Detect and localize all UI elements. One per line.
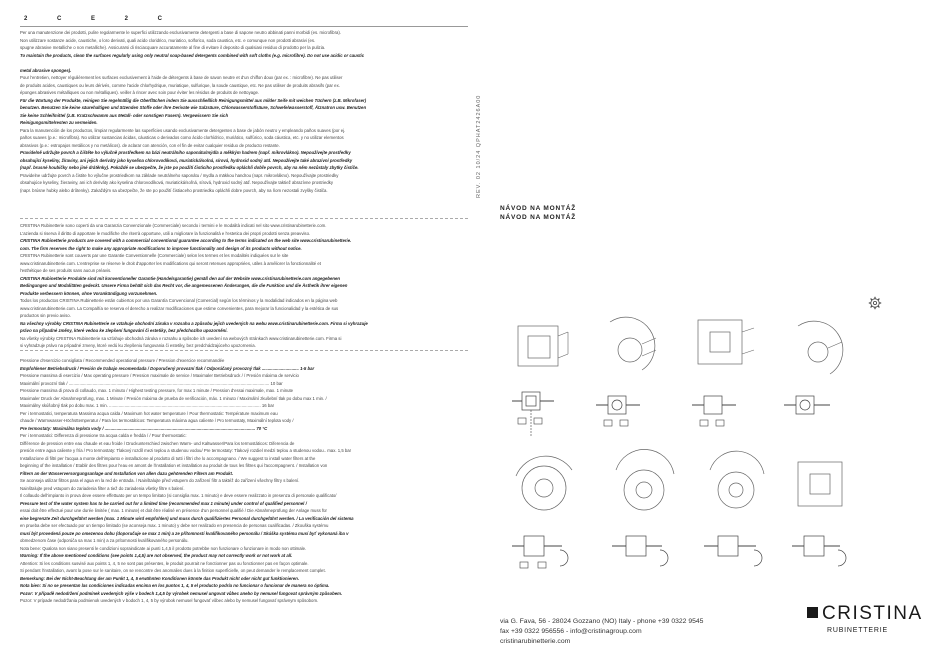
warranty-line: productos sin previo aviso.	[20, 313, 71, 318]
brand-name: CRISTINA	[822, 603, 923, 624]
specs-text	[20, 357, 468, 605]
cleaning-line: Für die Wartung der Produkte, reinigen Sie regelmäßig die Oberflächen indem Sie ausschließlich Reinigungsmittel aus milder Seife mit weichen Tüchern (z.B. Mikrofaser)	[20, 97, 367, 103]
mixer-diagram-square-2	[688, 312, 768, 452]
specs-line: Pressione massima di esercizio / Max operating pressure / Pression maximale de service / Maximaler Betriebsdruck / / Presión máxima de servicio	[20, 373, 299, 378]
specs-line: Filtern an der Wasserversorgungsanlage und Installation von allen dazu gehörenden Filtern am Produkt.	[20, 470, 234, 476]
specs-line: Per i termostatici: Differenza di pressione tra acqua calda e fredda / / Pour thermostatic:	[20, 433, 187, 438]
warranty-text	[20, 222, 468, 350]
specs-line: Warning: If the above mentioned conditions (see points 1,4,5) are not observed, the product may not correctly work or not work at all.	[20, 553, 293, 558]
cleaning-line: Pravidelně udržujte povrch a čištěte ho výlučně prostředkem na bázi neutrálního saponátu/mýdla a měkkým hadrem (např. mikrovlákno). Nepoužívejte prostředky	[20, 150, 351, 155]
specs-line: Attention: Si les conditions susvisé aux points 1, 4, 5 ne sont pas présentes, le produit pourrait ne fonctionner pas ou fonctionner pas en façon optimale.	[20, 560, 309, 566]
mixer-diagram-round-2	[780, 312, 860, 452]
mixer-diagram-square-3	[790, 446, 870, 596]
warranty-line: si vyhradzuje právo na prípadné zmeny, ktoré vedú ku zlepšeniu fungovania či estetiky, bez predchádzajúceho upozornenia.	[20, 343, 256, 348]
cleaning-line: metal abrasive sponges).	[20, 67, 72, 73]
cleaning-line: abrasivos (p.e.: estropajos metálicos y no metálicos). de aclarar con atención, con el fin de evitar cualquier residuo de producto restante.	[20, 142, 280, 148]
specs-line: Se aconseja utilizar filtros para el agua en la red de entrada. / Nainštalujte před vstupem do zařízení filtr a taktéž do zařízení všechny filtry s balení.	[20, 478, 300, 483]
cleaning-line: benutzen. Benutzen Sie keine säurehaltigen und ätzenden Stoffe oder ihre Derivate wie Salzsäure, Chlorwasserstoffsäure, Schwefelwasserstoff, Ätznatron usw. Benutzen	[20, 105, 367, 110]
warranty-line: com. The firm reserves the right to make any appropriate modifications to improve functionality and design of its products without notice.	[20, 245, 302, 251]
cleaning-line: Para la manutención de los productos, limpiar regularmente las superficies usando exclusivamente detergentes a base de jabón neutro y empleando paños suaves (por ej.	[20, 127, 346, 133]
cleaning-text	[20, 29, 468, 194]
cleaning-line: Sie keine Schleifmittel (z.B. Kratzschwamm aus Metall- oder sonstigen Fasern). Vergewissern Sie sich	[20, 112, 229, 118]
cleaning-line: spugne abrasive metalliche o non metalliche). Assicurarsi di risciacquare accuratamente al fine di evitare il deposito di qualsiasi residuo di prodotto per la pulizia.	[20, 45, 326, 50]
cleaning-line: Pravidelne udržujte povrch a čistite ho výlučne prostriedkom na základe neutrálneho saponátu / mydla a mäkkou handrou (napr. mikrovlákno). Nepoužívajte prostriedky	[20, 172, 339, 178]
specs-line: Nota bien: Si no se presentan las condiciones indicadas encima en los puntos 1, 4, 5 el producto podría no funcionar o funcionar de manera no óptima.	[20, 583, 330, 588]
specs-line: Installazione di filtri per l'acqua a monte dell'impianto e installazione al prodotto di tutti i filtri che lo accompagnano. / We suggest to install water filters at the	[20, 455, 316, 461]
revision-code: REV. 02 10/24 QPHAT2426A00	[476, 94, 482, 198]
specs-line: Différence de pression entre eau chaude et eau froide / Druckunterschied zwischen Warm- und Kaltwasser/Para los termostáticos: Diferencia de	[20, 440, 295, 446]
cleaning-line: obsahujúce kyseliny, žieraviny, ani ich deriváty ako kyselina chlorovodíková, muriatická/soľná, sírová, hydroxid sodný atď. Nepoužívajte taktiež abrazívne prostriedky	[20, 180, 334, 185]
warranty-line: CRISTINA Rubinetterie sont couverts par une Garantie Conventionnelle (Commerciale) selon les termes et les modalités indiquées sur le site	[20, 253, 289, 258]
brand-square-mark	[807, 607, 818, 618]
specs-line: Pressione d'esercizio consigliata / Recommended operational pressure / Pression d'exercice recommandée	[20, 358, 225, 363]
specs-line: presión entre agua caliente y fría / Pro termostaty: Tlakový rozdíl mezi teplou a studenou vodou/ Pre termostaty: Tlakový rozdiel medzi teplou a studenou vodou.. max. 1,5 bar	[20, 448, 352, 453]
specs-line: Pozor: V případě nedodržení podmínek uvedených výše v bodech 1,4,5 by výrobek nemusel ungovat vůbec anebo by nemusel fungovat správným způsobem.	[20, 590, 343, 596]
mixer-diagram-square-1	[510, 318, 580, 448]
assembly-title-2: NÁVOD NA MONTÁŽ	[500, 214, 577, 221]
specs-line: Pre termostaty: Maximálna teplota vody / .............................................................................................................................. 70 °C	[20, 425, 268, 431]
mixer-diagram-round-5	[700, 446, 780, 596]
specs-divider	[20, 350, 468, 351]
warranty-line: Bedingungen und Modalitäten gedeckt. Unsere Firma behält sich das Recht vor, die angemessenen Änderungen, die die Funktion und die Ästhetik ihrer eigenen	[20, 283, 348, 288]
warranty-line: CRISTINA Rubinetterie products are covered with a commercial conventional guarantee according to the terms indicated on the web site www.cristinarubinetterie.	[20, 238, 352, 243]
mixer-diagram-round-4	[600, 446, 690, 596]
specs-line: Maximaler Druck der Abnahmeprüfung, max. 1 Minute / Presión máxima de prueba de verificación, máx. 1 minuto / Maximální zkušební tlak po dobu max 1 min. /	[20, 395, 327, 401]
mixer-diagram-round-1	[590, 310, 670, 450]
contact-block	[500, 617, 703, 647]
specs-line: Nota bene: Qualora non siano presenti le condizioni sopraindicate ai punti 1,4,5 il prodotto potrebbe non funzionare o funzionare in modo non ottimale.	[20, 545, 307, 551]
warranty-line: Produkte verbessern können, ohne Vorankündigung vorzunehmen.	[20, 290, 158, 296]
specs-line: Nainštalujte pred vstupom do zariadenia filter a tiež do zariadenia všetky filtre s balení.	[20, 485, 185, 491]
specs-line: Si pendant l'installation, avant la pose sur le sanitaire, on se rencontre des anomalies dues à la finition superficielle, on peut demander le remplacement complet.	[20, 568, 326, 573]
brand-logo	[807, 603, 927, 646]
warranty-line: Na všetky výrobky CRISTINA Rubinetterie sa vzťahuje obchodná záruka v rozsahu a spôsobe ich uvedení na webových stránkach www.cristinarubinetterie.com. Firma si	[20, 335, 342, 341]
warranty-divider	[20, 218, 468, 219]
specs-line: Pressure test of the water system has to be carried out for a limited time (recommended max 1 minute) under control of qualified personnel /	[20, 500, 307, 506]
specs-line: eine begrenzte Zeit durchgeführt werden (max. 1 Minute wird empfohlen) und muss durch qualifiziertes Personal durchgeführt werden. / La verificación del sistema	[20, 515, 354, 521]
contact-address: via G. Fava, 56 - 28024 Gozzano (NO) Italy - phone +39 0322 9545	[500, 618, 704, 625]
specs-line: en prueba debe ser efectuado por un tiempo limitado (se aconseja max. 1 minuto) y debe ser realizado en presencia de personas cualificadas. / Zkouška systému	[20, 523, 329, 528]
warranty-line: Todos los productos CRISTINA Rubinetterie están cubiertos por una Garantía Convencional (Comercial) según los términos y la modalidad indicados en la página web	[20, 298, 338, 303]
warranty-line: L'azienda si riserva il diritto di apportare le modifiche che riterrà opportune, utili a migliorare la funzionalità e l'estetica dei propri prodotti senza preavviso.	[20, 230, 311, 236]
cleaning-line: (např. brusné houbičky nebo jiné drátěnky). Pokaždé se ubezpečte, že jste po použití čisticího prostředku opláchli dobře povrch, aby na něm nezůstaly zbytky čističe.	[20, 165, 359, 170]
warranty-line: Na všechny výrobky CRISTINA Rubinetterie se vztahuje obchodní záruka v rozsahu a způsobu jejich uvedených na webu www.cristinarubinetterie.com. Firma si vyhrazuje	[20, 320, 368, 326]
specs-line: Pozor: V prípade nedodržania podmienok uvedených v bodoch 1, 4, 5 by výrobok nemusel fungovať vôbec alebo by nemusel fungovať správnym spôsobom.	[20, 598, 319, 603]
warranty-line: právo na případné změny, které vedou ke zlepšení fungování či estetiky, bez předchozího upozornění.	[20, 328, 228, 333]
specs-line: Empfohlener Betriebsdruck / Presión de trabajo recomendada / Doporučený provozní tlak / Odporúčaný provozný tlak ............................... 1-5 bar	[20, 365, 315, 371]
warranty-line: www.cristinarubinetterie.com. L'entreprise se réserve le droit d'apporter les modifications qui seront retenues appropriées, utiles à améliorer la fonctionnalité et	[20, 260, 321, 266]
cleaning-line: de produits acides, caustiques ou leurs dérivés, comme l'acide chlorhydrique, muriatique, sulfurique, la soude caustique, etc. Ne pas utiliser de produits abrasifs (par ex.	[20, 82, 340, 88]
section-header-letters: 2 C E 2 C	[24, 16, 177, 22]
warranty-line: CRISTINA Rubinetterie sono coperti da una Garanzia Convenzionale (Commerciale) secondo i termini e le modalità indicati nel sito www.cristinarubinetterie.com.	[20, 223, 327, 228]
specs-line: obmedzenom čase (odporúča sa max 1 min) a za prítomnosti kvalifikovaného personálu.	[20, 538, 189, 543]
contact-fax: fax +39 0322 956556 - info@cristinagroup.com	[500, 628, 642, 635]
warranty-line: l'esthétique de ses produits sans aucun préavis.	[20, 268, 112, 273]
cleaning-line: (napr. brúsne hubky alebo drôtenky). Zakaždým sa ubezpečte, že ste po použití čistiaceho prostriedku opláchli dobre povrch, aby na ňom nezostali zvyšky čističa.	[20, 187, 328, 193]
specs-line: musí být provedená pouze po omezenou dobu (doporučuje se max 1 min) a ze přítomnosti kvalifikovaného personálu / Skúška systému musí byť vykonaná iba v	[20, 530, 349, 536]
specs-line: beginning of the installation / Etablir des filtres pour l'eau en amont de l'installation et installation au produit de tous les filtres qui l'accompagnent. / Installation von	[20, 463, 328, 468]
specs-line: Pressione massima di prova di collaudo, max. 1 minuto / Highest testing pressure, for max 1 minute / Pression d'essai maximale, max. 1 minute	[20, 388, 294, 393]
contact-web: cristinarubinetterie.com	[500, 638, 571, 645]
cleaning-line: Non utilizzare sostanze acide, caustiche, o loro derivati, quali acido cloridrico, muriatico, solforico, soda caustica, etc. e comunque non prodotti abrasivi (es.	[20, 37, 316, 43]
specs-line: essai doit être effectué pour une durée limitée ( max. 1 minute) et doit être réalisé en présence d'un personnel qualifié / Die Abnahmeprüfung der Anlage muss für	[20, 508, 327, 513]
specs-line: Bemerkung: Bei der Nicht-Beachtung der am Punkt 1, 4, 5 erwähnten Konditionen könnte das Produkt nicht oder nicht gut funktionieren.	[20, 575, 300, 581]
cleaning-line: paños suaves (p.e.: microfibra). No utilizar sustancias ácidas, cáusticas o derivados como ácido clorhídrico, muriático, sulfúrico, soda cáustica, etc. y no utilizar elementos	[20, 135, 344, 140]
specs-line: Maximálny skúšobný tlak po dobu max. 1 min. ............................................................................................................................... 16 bar	[20, 403, 275, 408]
cleaning-line: To maintain the products, clean the surfaces regularly using only neutral soap-based detergents combined with soft cloths (e.g. microfibre). Do not use acidic or caustic	[20, 52, 365, 58]
specs-line: Per i termostatici, temperatura Massima acqua calda / Maximum hot water temperature / Pour thermostatic: Température maximum eau	[20, 410, 278, 416]
cleaning-line: Per una manutenzione dei prodotti, pulire regolarmente le superfici utilizzando esclusivamente detergenti a base di sapone neutro abbinati panni morbidi (es. microfibra).	[20, 30, 342, 35]
specs-line: Maximální provozní tlak / ........................................................................................................................................................................ 10 bar	[20, 380, 283, 386]
mixer-diagram-round-3	[510, 446, 590, 596]
cleaning-line: Pour l'entretien, nettoyer régulièrement les surfaces exclusivement à l'aide de détergents à base de savon neutre et d'un chiffon doux (par ex. : microfibre). Ne pas utiliser	[20, 75, 343, 80]
brand-subtitle: RUBINETTERIE	[827, 627, 888, 634]
cleaning-line: Reinigungsmittelresten zu vermeiden.	[20, 120, 98, 125]
warranty-line: www.cristinarubinetterie.com. La Compañía se reserva el derecho a realizar modificaciones que estime convenientes, para mejorar la funcionalidad y la estética de sus	[20, 305, 339, 311]
cleaning-line: éponges abrasives métalliques ou non métalliques). veiller à rincer avec soin pour éviter les résidus de produits de nettoyage.	[20, 90, 260, 95]
warranty-line: CRISTINA Rubinetterie Produkte sind mit konventioneller Garantie (Handelsgarantie) gemäß den auf der Website www.cristinarubinetterie.com angegebenen	[20, 275, 341, 281]
cleaning-line: obsahující kyseliny, žíraviny, ani jejich deriváty jako kyselina chlorovodíková, muriatická/solná, sírová, hydroxid sodný atd. Nepoužívejte také abrazivní prostředky	[20, 157, 353, 163]
specs-line: chaude / Warmwasser-Höchsttemperatur / Para los termostáticos: Temperatura máxima agua caliente / Pro termostaty, Maximální teplota vody /	[20, 418, 294, 423]
cleaning-line	[20, 59, 468, 67]
gear-icon	[868, 296, 882, 310]
assembly-title-1: NÁVOD NA MONTÁŽ	[500, 205, 577, 212]
specs-line: Il collaudo dell'impianto in prova deve essere effettuato per un tempo limitato (si consiglia max. 1 minuto) e deve essere realizzato in presenza di personale qualificato/	[20, 493, 337, 498]
header-rule	[20, 26, 468, 27]
